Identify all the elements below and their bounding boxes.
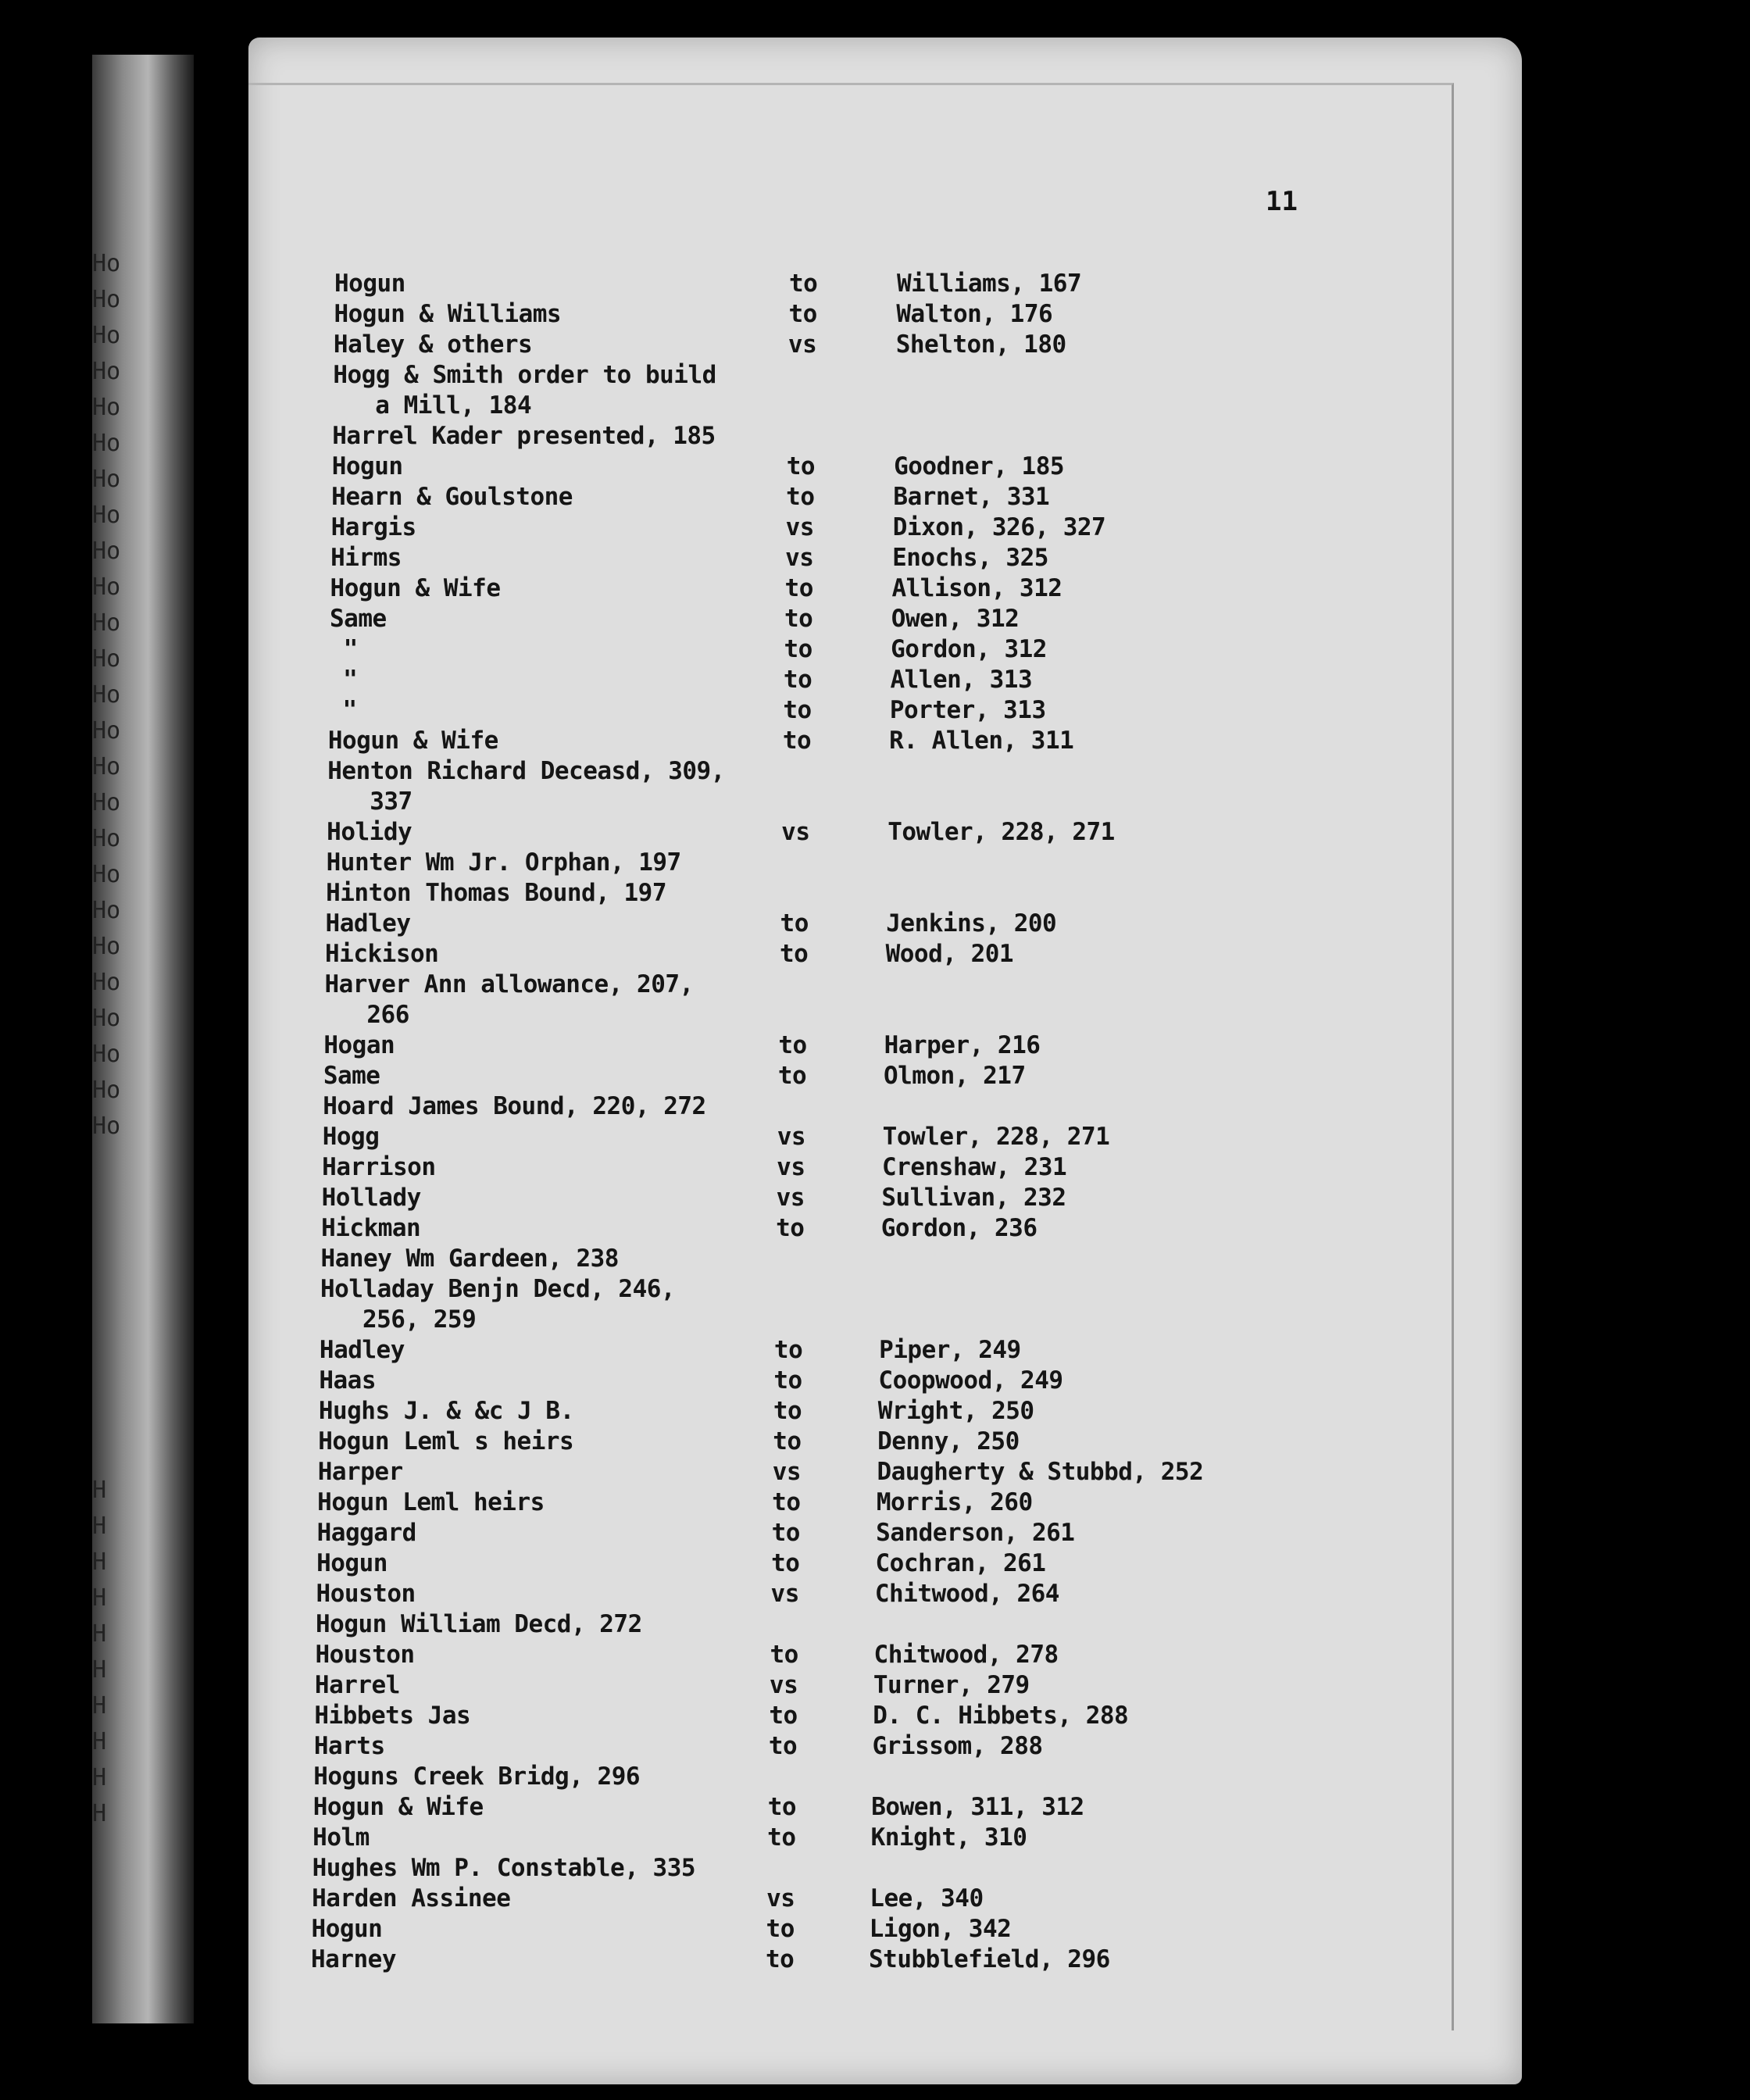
facing-page-glyph: H [92, 1764, 107, 1791]
entry-counterparty: R. Allen, 311 [889, 727, 1074, 755]
entry-name: Hogun & Williams [334, 300, 562, 328]
facing-page-glyph: oH [92, 681, 121, 709]
facing-page-glyph: H [92, 1656, 107, 1684]
entry-counterparty: D. C. Hibbets, 288 [873, 1702, 1129, 1730]
entry-name: Haney Wm Gardeen, 238 [320, 1245, 619, 1273]
entry-name: Harrel Kader presented, 185 [332, 422, 716, 450]
entry-name: Hunter Wm Jr. Orphan, 197 [326, 848, 681, 877]
entry-counterparty: Goodner, 185 [894, 452, 1065, 480]
entry-relation: to [773, 1366, 802, 1395]
facing-page-edge [92, 55, 194, 2023]
entry-relation: to [784, 635, 812, 663]
entry-name: Haas [319, 1366, 377, 1395]
facing-page-glyph: H [92, 1620, 107, 1648]
entry-name: Harrison [322, 1153, 436, 1181]
entry-counterparty: Wood, 201 [885, 940, 1014, 968]
entry-name: Houston [315, 1641, 415, 1669]
entry-counterparty: Cochran, 261 [875, 1549, 1046, 1577]
entry-relation: to [786, 452, 816, 480]
entry-name: 256, 259 [320, 1305, 477, 1334]
facing-page-glyph: H [92, 1584, 107, 1612]
entry-counterparty: Piper, 249 [879, 1336, 1021, 1364]
entry-name: Holm [312, 1823, 370, 1852]
entry-name: Hogun [311, 1915, 383, 1943]
entry-relation: to [766, 1915, 795, 1943]
entry-counterparty: Gordon, 236 [880, 1214, 1038, 1242]
entry-name: Hadley [325, 909, 411, 938]
entry-name: Houston [316, 1580, 416, 1608]
facing-page-glyph: oH [92, 538, 121, 565]
entry-name: Same [323, 1062, 380, 1090]
entry-relation: to [771, 1519, 800, 1547]
entry-name: Hirms [330, 544, 402, 572]
entry-counterparty: Owen, 312 [891, 605, 1020, 633]
entry-counterparty: Gordon, 312 [891, 635, 1047, 663]
entry-name: Hadley [319, 1336, 405, 1364]
entry-relation: to [783, 666, 812, 694]
entry-counterparty: Walton, 176 [896, 300, 1053, 328]
entry-relation: vs [788, 330, 817, 359]
entry-name: " [329, 635, 358, 663]
entry-counterparty: Enochs, 325 [892, 544, 1048, 572]
entry-counterparty: Grissom, 288 [872, 1732, 1043, 1760]
entry-name: Harper [317, 1458, 403, 1486]
facing-page-glyph: oH [92, 1041, 121, 1068]
facing-page-glyph: oH [92, 250, 121, 277]
entry-relation: to [766, 1945, 795, 1973]
facing-page-glyph: oH [92, 1112, 121, 1140]
facing-page-glyph: oH [92, 394, 121, 421]
facing-page-glyph: oH [92, 1077, 121, 1104]
entry-name: Hinton Thomas Bound, 197 [326, 879, 667, 907]
entry-counterparty: Ligon, 342 [869, 1915, 1012, 1943]
entry-counterparty: Chitwood, 264 [874, 1580, 1059, 1608]
entry-counterparty: Harper, 216 [884, 1031, 1041, 1059]
entry-name: Hughes Wm P. Constable, 335 [312, 1854, 696, 1882]
entry-counterparty: Denny, 250 [877, 1427, 1020, 1455]
entry-name: Harney [311, 1945, 396, 1973]
entry-name: Hogun [316, 1549, 388, 1577]
facing-page-glyph: oH [92, 645, 121, 673]
entry-name: Harts [313, 1732, 385, 1760]
entry-name: " [328, 696, 357, 724]
entry-counterparty: Morris, 260 [876, 1488, 1033, 1516]
facing-page-glyph: oH [92, 573, 121, 601]
entry-name: Hickison [325, 940, 439, 968]
entry-relation: to [776, 1214, 805, 1242]
facing-page-glyph: oH [92, 789, 121, 816]
entry-relation: vs [772, 1458, 802, 1486]
facing-page-glyph: oH [92, 861, 121, 888]
entry-counterparty: Barnet, 331 [893, 483, 1050, 511]
entry-counterparty: Lee, 340 [870, 1884, 984, 1912]
entry-name: Hearn & Goulstone [331, 483, 573, 511]
entry-name: Harrel [314, 1671, 400, 1699]
facing-page-glyph: H [92, 1728, 107, 1755]
entry-relation: vs [770, 1580, 799, 1608]
entry-relation: vs [776, 1184, 805, 1212]
entry-name: Holidy [327, 818, 412, 846]
facing-page-glyph: oH [92, 358, 121, 385]
entry-relation: vs [777, 1153, 805, 1181]
facing-page-glyph: oH [92, 430, 121, 457]
entry-name: Hogun Leml heirs [317, 1488, 545, 1516]
facing-page-glyph: oH [92, 825, 121, 852]
entry-name: Hogun & Wife [327, 727, 498, 755]
entry-name: Hogan [323, 1031, 395, 1059]
entry-counterparty: Towler, 228, 271 [882, 1123, 1110, 1151]
entry-counterparty: Allen, 313 [890, 666, 1033, 694]
entry-name: Hickman [321, 1214, 421, 1242]
entry-name: a Mill, 184 [332, 391, 532, 420]
entry-name: Harden Assinee [312, 1884, 511, 1912]
entry-counterparty: Porter, 313 [889, 696, 1046, 724]
entry-counterparty: Knight, 310 [870, 1823, 1027, 1852]
facing-page-glyph: oH [92, 1005, 121, 1032]
entry-name: Hughs J. & &c J B. [318, 1397, 574, 1425]
entry-relation: to [772, 1488, 801, 1516]
entry-counterparty: Coopwood, 249 [878, 1366, 1063, 1395]
entry-relation: to [780, 940, 809, 968]
entry-counterparty: Wright, 250 [877, 1397, 1034, 1425]
entry-name: Hogg & Smith order to build [333, 361, 716, 389]
entry-relation: to [786, 483, 815, 511]
entry-relation: to [784, 605, 813, 633]
entry-counterparty: Shelton, 180 [895, 330, 1066, 359]
entry-counterparty: Chitwood, 278 [873, 1641, 1059, 1669]
entry-relation: to [773, 1336, 803, 1364]
entry-counterparty: Allison, 312 [891, 574, 1062, 602]
entry-name: Hogg [322, 1123, 380, 1151]
facing-page-glyph: oH [92, 717, 121, 745]
entry-name: Hogun [331, 452, 403, 480]
facing-page-glyph: oH [92, 502, 121, 529]
page-number: 11 [1266, 186, 1298, 217]
entry-relation: vs [781, 818, 810, 846]
entry-name: Hogun & Wife [330, 574, 501, 602]
entry-relation: to [778, 1031, 807, 1059]
entry-name: Henton Richard Deceasd, 309, [327, 757, 725, 785]
entry-counterparty: Daugherty & Stubbd, 252 [877, 1458, 1204, 1486]
facing-page-glyph: oH [92, 286, 121, 313]
entry-name: Hoard James Bound, 220, 272 [323, 1092, 706, 1120]
entry-relation: to [767, 1823, 796, 1852]
entry-counterparty: Williams, 167 [897, 270, 1082, 298]
entry-relation: to [767, 1793, 797, 1821]
entry-relation: to [770, 1641, 798, 1669]
entry-relation: to [771, 1549, 800, 1577]
facing-page-glyph: oH [92, 466, 121, 493]
entry-name: 337 [327, 788, 412, 816]
entry-counterparty: Sanderson, 261 [876, 1519, 1075, 1547]
facing-page-glyph: H [92, 1800, 107, 1827]
entry-relation: vs [777, 1123, 806, 1151]
entry-relation: to [769, 1702, 798, 1730]
facing-page-glyph: H [92, 1692, 107, 1720]
entry-relation: to [789, 270, 818, 298]
facing-page-glyph: oH [92, 933, 121, 960]
entry-relation: to [777, 1062, 807, 1090]
entry-name: Harver Ann allowance, 207, [324, 970, 694, 998]
entry-name: Hoguns Creek Bridg, 296 [313, 1762, 641, 1791]
entry-counterparty: Dixon, 326, 327 [892, 513, 1106, 541]
entry-name: 266 [323, 1001, 409, 1029]
entry-relation: to [788, 300, 817, 328]
facing-page-glyph: H [92, 1477, 107, 1504]
entry-relation: vs [785, 544, 814, 572]
facing-page-glyph: oH [92, 609, 121, 637]
facing-page-glyph: H [92, 1548, 107, 1576]
facing-page-glyph: oH [92, 753, 121, 780]
entry-relation: vs [769, 1671, 798, 1699]
entry-counterparty: Towler, 228, 271 [888, 818, 1115, 846]
entry-relation: to [780, 909, 809, 938]
facing-page-glyph: oH [92, 322, 121, 349]
entry-relation: vs [785, 513, 814, 541]
entry-name: Haggard [316, 1519, 416, 1547]
entry-name: Same [330, 605, 387, 633]
entry-relation: vs [766, 1884, 795, 1912]
entry-counterparty: Sullivan, 232 [881, 1184, 1066, 1212]
entry-relation: to [773, 1397, 802, 1425]
facing-page-glyph: oH [92, 897, 121, 924]
entry-counterparty: Bowen, 311, 312 [871, 1793, 1084, 1821]
entry-name: Hibbets Jas [314, 1702, 471, 1730]
entry-name: Hogun William Decd, 272 [316, 1610, 642, 1638]
entry-relation: to [784, 574, 813, 602]
entry-relation: to [782, 727, 812, 755]
entry-counterparty: Stubblefield, 296 [869, 1945, 1110, 1973]
entry-counterparty: Crenshaw, 231 [882, 1153, 1067, 1181]
entry-relation: to [783, 696, 812, 724]
entry-name: Hargis [330, 513, 416, 541]
facing-page-glyph: oH [92, 969, 121, 996]
entry-name: Hogun Leml s heirs [318, 1427, 574, 1455]
entry-relation: to [773, 1427, 802, 1455]
entry-name: Haley & others [333, 330, 533, 359]
entry-name: Holladay Benjn Decd, 246, [320, 1275, 676, 1303]
entry-counterparty: Turner, 279 [873, 1671, 1030, 1699]
entry-name: Hogun [334, 270, 405, 298]
entry-name: " [328, 666, 358, 694]
entry-counterparty: Jenkins, 200 [886, 909, 1057, 938]
entry-name: Hogun & Wife [312, 1793, 484, 1821]
document-page [248, 38, 1522, 2084]
entry-relation: to [768, 1732, 798, 1760]
entry-name: Hollady [321, 1184, 421, 1212]
facing-page-glyph: H [92, 1512, 107, 1540]
entry-counterparty: Olmon, 217 [883, 1062, 1026, 1090]
